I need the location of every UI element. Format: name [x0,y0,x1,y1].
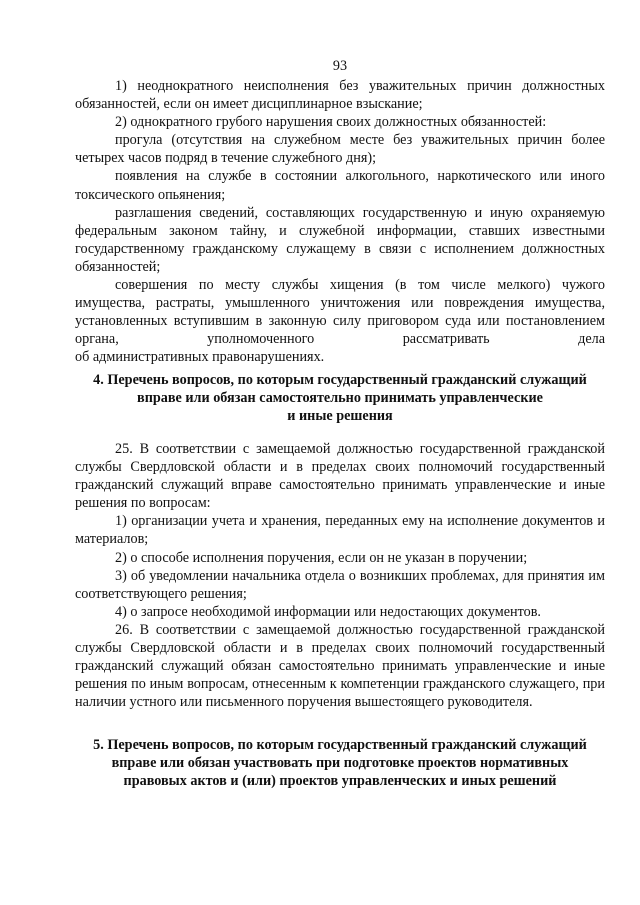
paragraph: 26. В соответствии с замещаемой должностью государственной гражданской службы Свердловской области и в пределах своих полномочий государственный гражданский служащий обязан самостоятельно принимать управленческие и иные решения по иным вопросам, отнесенным к компетенции гражданского служащего, при наличии устного или письменного поручения вышестоящего руководителя. [75,621,605,711]
section-5-heading [75,736,605,790]
paragraph: об административных правонарушениях. [75,349,325,366]
paragraph: совершения по месту службы хищения (в том числе мелкого) чужого имущества, растраты, умышленного уничтожения или повреждения имущества, установленных вступившим в законную силу приговором суда или постановлением органа, уполномоченного рассматривать дела [75,277,605,348]
paragraph: 2) о способе исполнения поручения, если он не указан в поручении; [115,549,528,566]
page-number: 93 [332,58,348,74]
section-4-heading [75,371,605,425]
heading-line: и иные решения [287,408,393,425]
paragraph: 1) организации учета и хранения, переданных ему на исполнение документов и материалов; [75,513,605,548]
section-top-text [75,77,605,367]
heading-line: правовых актов и (или) проектов управленческих и иных решений [123,773,557,790]
paragraph: 4) о запросе необходимой информации или недостающих документов. [115,603,541,620]
heading-line: вправе или обязан участвовать при подготовке проектов нормативных [111,755,569,772]
paragraph: прогула (отсутствия на служебном месте без уважительных причин более четырех часов подряд в течение служебного дня); [75,132,605,167]
section-4-text [75,440,605,711]
paragraph: 1) неоднократного неисполнения без уважительных причин должностных обязанностей, если он имеет дисциплинарное взыскание; [75,78,605,113]
paragraph: 2) однократного грубого нарушения своих должностных обязанностей: [115,114,547,131]
paragraph: появления на службе в состоянии алкогольного, наркотического или иного токсического опьянения; [75,168,605,203]
paragraph: 3) об уведомлении начальника отдела о возникших проблемах, для принятия им соответствующего решения; [75,567,605,602]
heading-line: вправе или обязан самостоятельно принимать управленческие [137,390,543,407]
heading-line: 4. Перечень вопросов, по которым государственный гражданский служащий [93,372,587,388]
heading-line: 5. Перечень вопросов, по которым государственный гражданский служащий [93,737,587,753]
paragraph: 25. В соответствии с замещаемой должностью государственной гражданской службы Свердловской области и в пределах своих полномочий государственный гражданский служащий вправе самостоятельно принимать управленческие и иные решения по вопросам: [75,441,605,512]
paragraph: разглашения сведений, составляющих государственную и иную охраняемую федеральным законом тайну, и служебной информации, ставших известными государственному гражданскому служащему в связи с исполнением должностных обязанностей; [75,204,605,275]
